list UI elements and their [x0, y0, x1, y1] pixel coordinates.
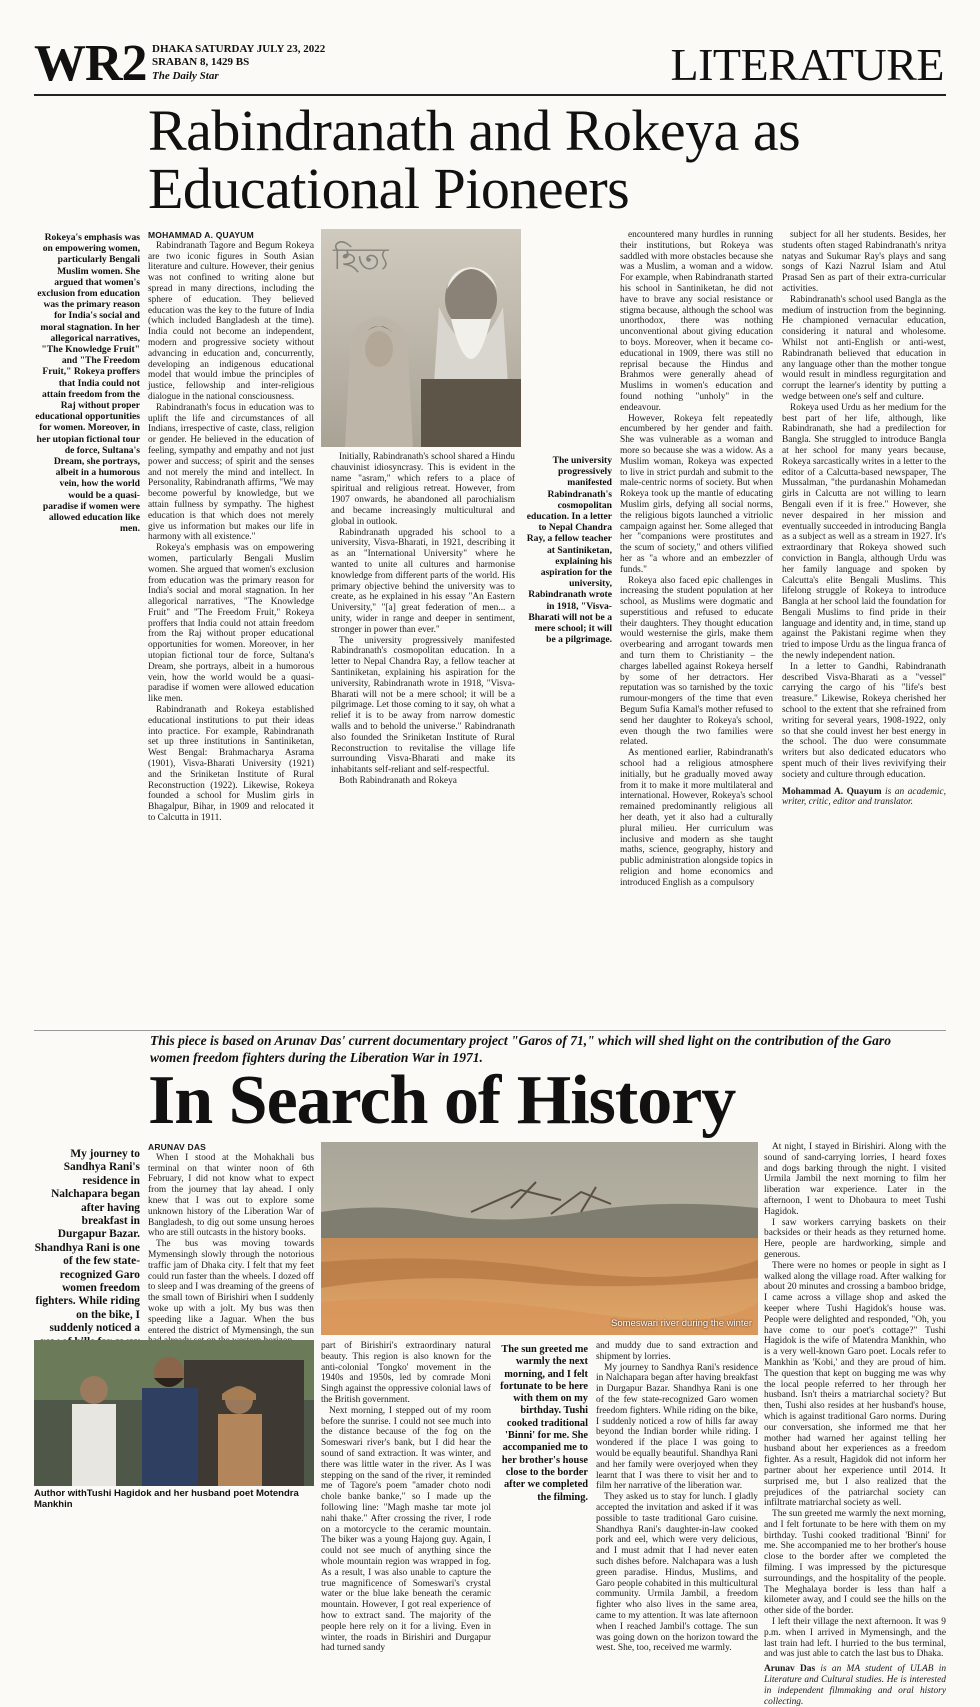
- paragraph: As mentioned earlier, Rabindranath's school had a religious atmosphere initially, but he gradually moved away from it to make it more multilateral and international. However, Rokeya's school remained predominantly religious all her death, yet it also had a culturally plural milieu. Her curriculum was inclusive and modern as she taught maths, science, geography, history and public administration alongside topics in religion and home economics and introduced English as a compulsory: [620, 748, 773, 888]
- paragraph: In a letter to Gandhi, Rabindranath described Visva-Bharati as a "vessel" carrying the cargo of his "life's best treasure." Likewise, Rokeya cherished her school to the extent that she refrained from writing for several years, 1908-1922, only so that she could invest her best energy in the school. The duo were consummate writers but also dedicated educators who spent much of their lives revivifying their society and culture through education.: [782, 661, 946, 780]
- paragraph: My journey to Sandhya Rani's residence in Nalchapara began after having breakfast in Durgapur Bazar. Shandhya Rani is one of the few state-recognized Garo women freedom fighters. While riding on the bike, I suddenly noticed a row of hills far away beyond the Indian border while riding. I wondered if the place I was going to would be equally beautiful. Shandhya Rani and her family were overjoyed when they learnt that I was there to visit her and to film her narrative of the liberation war.: [596, 1362, 758, 1492]
- paragraph: They asked us to stay for lunch. I gladly accepted the invitation and asked if it was possible to taste traditional Garo cuisine. Shandhya Rani's daughter-in-law cooked pork and eel, which were very delicious, and I must admit that I had never eaten such dishes before. Nalchapara was a lush green paradise. Hindus, Muslims, and Garo people cohabited in this multicultural community. Urmila Jambil, a freedom fighter who also lives in the same area, came to my attention. It was late afternoon when I reached Jambil's cottage. The sun was going down on the horizon toward the west. She, too, received me warmly.: [596, 1492, 758, 1654]
- paragraph: and muddy due to sand extraction and shipment by lorries.: [596, 1341, 758, 1362]
- section-name: LITERATURE: [670, 39, 944, 90]
- article2-low-column-2: [321, 1341, 491, 1654]
- author-bio: is an academic, writer, critic, editor and translator.: [782, 786, 946, 808]
- people-photo: [34, 1340, 314, 1486]
- article1-column-1: [148, 230, 314, 1025]
- article2-title: In Search of History: [148, 1062, 736, 1139]
- bangla-date: SRABAN 8, 1429 BS: [152, 56, 250, 68]
- paragraph: Rokeya used Urdu as her medium for the best part of her life, although, like Rabindranath, she had a predilection for Bangla. She struggled to introduce Bangla at her school for many years because, Rokeya sarcastically writes in a letter to the editor of a Calcutta-based newspaper, The Mussalman, "the purdanashin Mohamedan girls in Calcutta are not willing to learn Bengali even if it is free." However, she never despaired in her mission and eventually succeeded in introducing Bangla as a subject as well as a stream in 1927. It's extraordinary that Rokeya showed such conviction in Bangla, although Urdu was her family language and spoken by Calcutta's elite Bengali Muslims. This lifelong struggle of Rokeya to introduce Bangla at her school laid the foundation for Bengali Muslims to find pride in their language and identity and, in time, stand up against the Pakistani regime when they tried to impose Urdu as the lingua franca of the newly independent nation.: [782, 402, 947, 662]
- paper-name-logo: The Daily Star: [152, 70, 219, 82]
- article2-pull-quote: My journey to Sandhya Rani's residence in Nalchapara began after having breakfast in Durgapur Bazar. Shandhya Rani is one of the few state-recognized Garo women freedom fighters. While riding on the bike, I suddenly noticed a: [34, 1148, 140, 1335]
- paragraph: Initially, Rabindranath's school shared a Hindu chauvinist idiosyncrasy. This is evident in the name "asram," which refers to a place of spiritual and religious retreat. However, from 1907 onwards, he abandoned all parochialism and became increasingly multicultural and global in outlook.: [331, 452, 515, 527]
- paragraph: I saw workers carrying baskets on their backsides or their heads as they returned home. Here, people are hardworking, simple and generous.: [764, 1217, 946, 1260]
- paragraph: Rabindranath and Rokeya established educational institutions to put their ideas into practice. For example, Rabindranath set up three institutions in Santiniketan, West Bengal: Brahmacharya Asrama (1901), Visva-Bharati University (1921) and the Sriniketan Institute of Rural Reconstruction (1922). Likewise, Rokeya founded a school for Muslim girls in Bhagalpur, Bihar, in 1909 and relocated it to Calcutta in 1911.: [148, 705, 314, 824]
- article2-pull-quote-2: The sun greeted me warmly the next morning, and I felt fortunate to be here with them on my birthday. Tushi cooked traditional 'Binni' for me. She accompanied me to her brother's house close to the border after we completed the filming.: [500, 1344, 588, 1503]
- author-name: Arunav Das: [764, 1664, 816, 1675]
- date-line: DHAKA SATURDAY JULY 23, 2022: [152, 43, 326, 55]
- article1-title-line1: Rabindranath and Rokeya as: [148, 98, 801, 163]
- author-note: [764, 1664, 946, 1707]
- paragraph: At night, I stayed in Birishiri. Along with the sound of sand-carrying lorries, I heard foxes and dogs barking through the night. I visited Urmila Jambil the next morning to film her liberation war experience. Later in the afternoon, I went to Dhobaura to meet Tushi Hagidok.: [764, 1142, 946, 1217]
- people-photo-caption: Author withTushi Hagidok and her husband poet Motendra Mankhin: [34, 1488, 299, 1510]
- article1-column-2: [331, 452, 515, 1024]
- paragraph: Rabindranath's focus in education was to uplift the life and circumstances of all Indians, irrespective of caste, class, religion or gender. He believed in the education of feeling, sympathy and empathy and not just power and success; of spirit and the senses and not merely the mind and intellect. In Personality, Rabindranath affirms, "We may become powerful by knowledge, but we attain fullness by sympathy. The highest education is that which does not merely give us information but makes our life in harmony with all existence.": [148, 402, 314, 543]
- paragraph: When I stood at the Mohakhali bus terminal on that winter noon of 6th February, I did not know what to expect from the journey that lay ahead. I only knew that I was out to explore some unknown history of the Liberation War of Bangladesh, to dig out some unsung heroes who are still outcasts in the history books.: [148, 1152, 314, 1239]
- paragraph: subject for all her students. Besides, her students often staged Rabindranath's nritya natyas and Sukumar Ray's plays and sang songs of Kazi Nazrul Islam and Atul Prasad Sen as part of their extra-curricular activities.: [782, 230, 946, 294]
- author-note: [782, 787, 946, 809]
- paragraph: The bus was moving towards Mymensingh slowly through the notorious traffic jam of Dhaka city. I felt that my feet could run faster than the wheels. I dozed off to sleep and I was dreaming of the greens of the small town of Birishiri when I suddenly woke up with a jolt. My bus was then speeding like a Jaguar. When the bus entered the district of Mymensingh, the sun: [148, 1239, 314, 1336]
- article2-column-1: [148, 1142, 314, 1336]
- article1-column-3: [620, 230, 773, 1025]
- river-photo: [321, 1142, 758, 1335]
- article1-pull-quote: Rokeya's emphasis was on empowering women, particularly Bengali Muslim women. She argued that women's exclusion from education was the primary reason for India's social and moral stagnation. In her allegorical narratives, "The Knowledge Fruit" and "The Freedom Fruit," Rokeya proffers that India could not attain freedom from the Raj without proper educational opportunities for women. Moreover, in her utopian fictional tour de force, Sultana's Dream, she portrays, albeit in a humorous vein, how the world would be a quasi-paradise if women were allowed education like men.: [35, 232, 140, 535]
- svg-text:হিত্য: হিত্য: [333, 242, 389, 277]
- river-landscape-image: [321, 1142, 758, 1335]
- river-photo-caption: Someswari river during the winter: [611, 1318, 752, 1329]
- article1-portrait-photo: [321, 229, 521, 447]
- article1-pull-quote-2: The university progressively manifested Rabindranath's cosmopolitan education. In a letter to Nepal Chandra Ray, a fellow teacher at Santiniketan, explaining his aspiration for the university, Rabindranath wrote in 1918, "Visva-Bharati will not be a mere school; it will be a pilgrimage.: [526, 455, 612, 646]
- article1-column-4: [782, 230, 946, 1025]
- paragraph: Both Rabindranath and Rokeya: [339, 775, 457, 786]
- article2-byline: ARUNAV DAS: [148, 1142, 207, 1152]
- paragraph: Rabindranath Tagore and Begum Rokeya are two iconic figures in South Asian literature and culture. However, their genius was not confined to writing alone but spread in many directions, including the sphere of education. They believed education was the key to the future of India (which included Bangladesh at the time). India could not become an independent, modern and progressive society without advancing in education and, concurrently, developing an indigenous educational model that would imbue the principles of justice, fellowship and inter-religious dialogue in the national consciousness.: [148, 240, 314, 402]
- paragraph: Next morning, I stepped out of my room before the sunrise. I could not see much into the distance because of the fog on the Someswari river's bank, but I did hear the sound of sand extraction. It was winter, and there was little water in the river. As I was stepping on the sand of the river, it reminded me of Tagore's poem "amader choto nodi chole banke banke," so I made up the following line: "Magh mashe tar mote jol nahi thake." After crossing the river, I rode on a motorcycle to the ceramic mountain. The biker was a young Hajong guy. Again, I could not see much of anything since the whole mountain region was wrapped in fog. As a result, I was also unable to capture the true magnificence of Someswari's crystal water or the blue lake beneath the ceramic mountain. However, I got real experience of how to extract sand. The majority of the people here rely on it for a living. Even in winter, the roads in Birishiri and Durgapur had turned sandy: [321, 1405, 491, 1654]
- article1-title: [148, 98, 948, 221]
- article2-column-right: [764, 1142, 947, 1707]
- paragraph: The sun greeted me warmly the next morning, and I felt fortunate to be here with them on my birthday. Tushi cooked traditional 'Binni' for me. She accompanied me to her brother's house close to the border after we completed the filming. I was impressed by the picturesque surroundings, and the hospitality of the people. The Meghalaya border is less than half a kilometer away, and I could see the hills on the other side of the border.: [764, 1509, 946, 1617]
- paragraph: Rokeya also faced epic challenges in increasing the student population at her school, as Muslims were dogmatic and superstitious and refused to educate their daughters. They thought education would westernise the girls, make them overbearing and arrogant towards men and turn them to Christianity – the charges labelled against Rokeya herself by some of her detractors. Her reputation was so tarnished by the toxic rumour-mongers of the time that even Begum Sufia Kamal's mother refused to send her daughter to Rokeya's school, even though the two families were related.: [620, 575, 773, 748]
- author-name: Mohammad A. Quayum: [782, 786, 882, 797]
- portrait-collage-image: [321, 229, 521, 447]
- article2-standfirst: This piece is based on Arunav Das' current documentary project "Garos of 71," which will shed light on the contribution of the Garo women freedom fighters during the Liberation War in 1971.: [150, 1033, 891, 1065]
- paragraph: There were no homes or people in sight as I walked along the village road. After walking for about 20 minutes and crossing a bamboo bridge, I came across a village shop and asked the keeper where Tushi Hagidok's house was. People were delighted and responded, "Oh, you have come to our poet's cottage?" Tushi Hagidok is the wife of Matendra Mankhin, who is a very well-known Garo poet. Locals refer to Mankhin as 'Kobi,' and they are proud of him. The question that kept on bugging me was why the local people referred to her through her husband. Isn't theirs a matriarchal society? But then, Tushi also resides at her husband's house, which is against traditional Garo norms. During our conversation, she informed me that her mother had warned her against telling her husband about her experiences as a freedom fighter. As a result, Hagidok did not inform her partner about her experience until 2014. It surprised me, but I also realized that the prejudices of the patriarchal society can infiltrate matriarchal society as well.: [764, 1260, 946, 1509]
- paragraph: Rabindranath upgraded his school to a university, Visva-Bharati, in 1921, describing it as an "International University" where he wanted to unite all cultures and harmonise knowledge from different parts of the world. His primary objective behind the university was to create, as he explained in his essay "An Eastern University," "[a] great federation of men... a unity, wider in range and deeper in sentiment, stronger in power than ever.": [331, 527, 515, 635]
- people-group-image: [34, 1340, 314, 1486]
- paragraph: I left their village the next afternoon. It was 9 p.m. when I arrived in Mymensingh, and the last train had left. I hurried to the bus terminal, and was just able to catch the last bus to Dhaka.: [764, 1617, 946, 1660]
- article1-title-line2: Educational Pioneers: [148, 156, 630, 221]
- paragraph: However, Rokeya felt repeatedly encumbered by her gender and faith. She was vulnerable as a woman and more so because she was a widow. As a Muslim woman, Rokeya was expected to live in strict purdah and submit to the male-centric norms of society. But when Rokeya took up the mantle of educating Muslim girls, defying all social norms, the religious bigots launched a vitriolic campaign against her. Some alleged that her "companions were prostitutes and the scum of society," and others vilified her as "a whore and an embezzler of funds.": [620, 413, 773, 575]
- article2-low-column-3: [596, 1341, 758, 1654]
- paragraph: Rokeya's emphasis was on empowering women, particularly Bengali Muslim women. She argued that women's exclusion from education was the primary reason for India's social and moral stagnation. In her allegorical narratives, "The Knowledge Fruit" and "The Freedom Fruit," Rokeya proffers that India could not attain freedom from the Raj without proper educational opportunities for women. Moreover, in her utopian fictional tour de force, Sultana's Dream, she portrays, albeit in a humorous vein, how the world would be a quasi-paradise if women were allowed education like men.: [148, 543, 314, 705]
- paragraph: encountered many hurdles in running their institutions, but Rokeya was saddled with more obstacles because she was a Muslim, a woman and a widow. For example, when Rabindranath started his school in Santiniketan, he did not have to brave any social resistance or stigma because, although the school was unorthodox, there was nothing unconventional about giving education to boys. Moreover, when it became co-educational in 1909, there was still no reprisal because the Hindus and Brahmos were generally ahead of Muslims in women's education and found nothing "unholy" in the endeavour.: [620, 230, 773, 413]
- paragraph: Rabindranath's school used Bangla as the medium of instruction from the beginning. He championed vernacular education, considering it natural and wholesome. Whilst not anti-English or anti-west, Rabindranath believed that education in any language other than the mother tongue would result in mindless regurgitation and corrupt the learner's identity by putting a wedge between one's self and culture.: [782, 294, 946, 402]
- article1-byline: MOHAMMAD A. QUAYUM: [148, 230, 254, 240]
- paragraph: part of Birishiri's extraordinary natural beauty. This region is also known for the anti-colonial 'Tongko' movement in the 1940s and 1950s, led by comrade Moni Singh against the oppressive colonial laws of the British government.: [321, 1341, 491, 1405]
- article2-low-column-1-text: [180, 1498, 314, 1505]
- author-bio: is an MA student of ULAB in Literature and Cultural studies. He is interested in independent filmmaking and oral history collecting.: [764, 1664, 947, 1707]
- masthead-rule: [34, 94, 946, 96]
- section-code: WR2: [34, 35, 147, 92]
- paragraph: The university progressively manifested Rabindranath's cosmopolitan education. In a letter to Nepal Chandra Ray, a fellow teacher at Santiniketan, explaining his aspiration for the university, Rabindranath wrote in 1918, "Visva-Bharati will not be a mere school; it will be a pilgrimage. Let those coming to it say, oh what a relief it is to be away from narrow domestic walls and to behold the universe." Rabindranath also founded the Sriniketan Institute of Rural Reconstruction to revitalise the village life surrounding Visva-Bharati and make its inhabitants self-reliant and self-respectful.: [331, 635, 515, 776]
- article-divider: [34, 1030, 946, 1031]
